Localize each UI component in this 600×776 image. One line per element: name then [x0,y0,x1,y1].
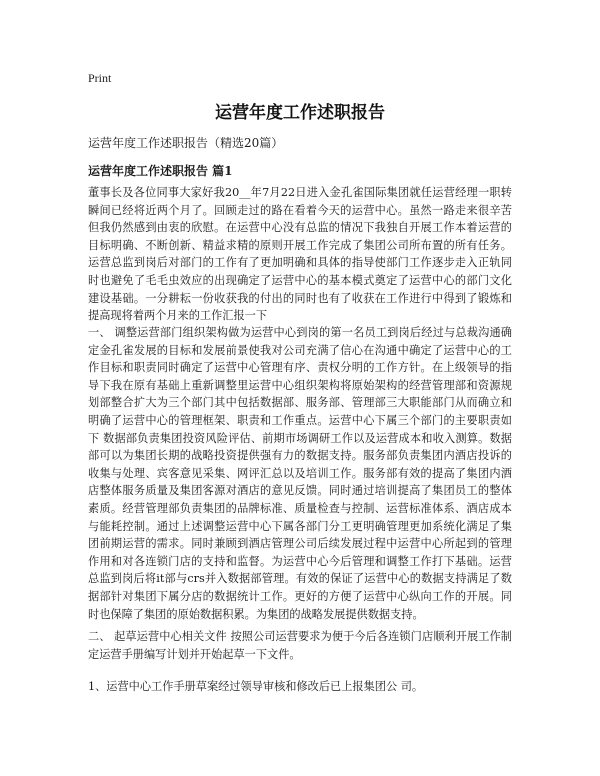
paragraph-section-1: 一、 调整运营部门组织架构做为运营中心到岗的第一名员工到岗后经过与总裁沟通确定金孔雀发展的目标和发展前景使我对公司充满了信心在沟通中确定了运营中心的工作目标和职责同时确定了运营中心管理有序、责权分明的工作方针。在上级领导的指导下我在原有基础上重新调整里运营中心组织架构将原始架构的经营管理部和资源规划部整合扩大为三个部门其中包括数据部、服务部、管理部三大职能部门从而确立和明确了运营中心的管理框架、职责和工作重点。运营中心下属三个部门的主要职责如下 数据部负责集团投资风险评估、前期市场调研工作以及运营成本和收入测算。数据部可以为集团长期的战略投资提供强有力的数据支持。服务部负责集团内酒店投诉的收集与处理、宾客意见采集、网评汇总以及培训工作。服务部有效的提高了集团内酒店整体服务质量及集团客源对酒店的意见反馈。同时通过培训提高了集团员工的整体素质。经营管理部负责集团的品牌标准、质量检查与控制、运营标准体系、酒店成本与能耗控制。通过上述调整运营中心下属各部门分工更明确管理更加系统化满足了集团前期运营的需求。同时兼顾到酒店管理公司后续发展过程中运营中心所起到的管理作用和对各连锁门店的支持和监督。为运营中心今后管理和调整工作打下基础。运营总监到岗后将it部与crs并入数据部管理。有效的保证了运营中心的数据支持满足了数据部针对集团下属分店的数据统计工作。更好的方便了运营中心纵向工作的开展。同时也保障了集团的原始数据积累。为集团的战略发展提供数据支持。 [88,326,512,621]
section-heading: 运营年度工作述职报告 篇1 [88,164,233,178]
paragraph-intro: 董事长及各位同事大家好我20__年7月22日进入金孔雀国际集团就任运营经理一职转瞬间已经将近两个月了。回顾走过的路在看着今天的运营中心。虽然一路走来很辛苦但我仍然感到由衷的欣慰。在运营中心没有总监的情况下我独自开展工作本着运营的目标明确、不断创新、精益求精的原则开展工作完成了集团公司所布置的所有任务。运营总监到岗后对部门的工作有了更加明确和具体的指导使部门工作逐步走入正轨同时也避免了毛毛虫效应的出现确定了运营中心的基本模式奠定了运营中心的部门文化建设基础。一分耕耘一份收获我的付出的同时也有了收获在工作进行中得到了锻炼和提高现将着两个月来的工作汇报一下 [88,186,512,323]
document-subtitle: 运营年度工作述职报告（精选20篇） [88,136,284,150]
print-label: Print [88,71,112,85]
document-title: 运营年度工作述职报告 [215,103,385,123]
paragraph-item-1: 1、运营中心工作手册草案经过领导审核和修改后已上报集团公 司。 [88,680,424,693]
paragraph-section-2: 二、 起草运营中心相关文件 按照公司运营要求为便于今后各连锁门店顺利开展工作制定运营手册编写计划并开始起草一下文件。 [88,630,512,661]
